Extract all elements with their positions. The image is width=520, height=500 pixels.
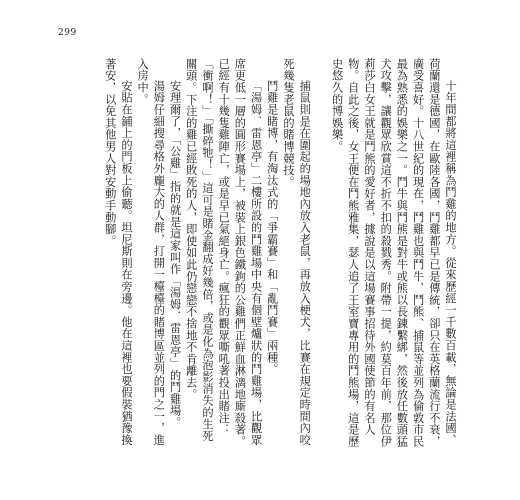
paragraph-2: 捕鼠則是在圍起的場地內放入老鼠，再放入梗犬，比賽在規定時間內咬死幾隻老鼠的賭博競技。 (281, 58, 312, 447)
paragraph-6: 湯姆仔細搜尋格外龐大的人群，打開一檯檯的賭博區並列的門之一，進入房中。 (136, 58, 166, 447)
paragraph-spacer (312, 58, 328, 450)
paragraph-4: 「湯姆．雷恩亭」二樓所設的鬥雞場中央有個壁爐狀的鬥雞場，比觀眾席更低一層的圓形賽場上，被裝上銀色鐵鉤的公雞們正鮮血淋漓地廝殺著。已經有十幾隻雞陣亡，或是早已氣絕身亡。瘋狂的觀眾嘶吼著投出賭注：「衝啊！」「撕碎牠！」這可是賭金翻成好幾倍，或是化為泡影消失的生死關頭。下注的雞已經敗死的人，即使如此仍戀戀不捨地不肯離去。 (184, 58, 263, 448)
page-number: 299 (58, 28, 77, 38)
paragraph-7: 安貼在鋪上的門板上偷聽。坦尼斯則在旁邊。他在這裡也要假裝猶豫換著安，以免其他男人對安動手動腳。 (103, 58, 133, 447)
body-text (102, 58, 458, 450)
paragraph-3: 鬥雞是睹博，有淘汰式的「爭霸賽」和「亂鬥賽」兩種。 (265, 80, 279, 376)
paragraph-1: 十年間都將這裡稱為鬥雞的地方。從來歷經一千數百載，無論是法國、荷蘭還是德國，在歐陸各國，鬥雞都早已是傳統，卻只在英格蘭流行不衰，廣受喜好。十八世紀的現在，鬥雞也與鬥牛、鬥熊、捕鼠等並列為倫敦市民最為熟悉的娛樂之一。鬥牛與鬥熊是對牛或熊以長鍊繫綁，然後放任數頭猛犬攻擊，讓觀眾欣賞這不折不扣的殺戮秀。附帶一提，約莫百年前，那位伊莉莎白女王就是鬥熊的愛好者，據說是以這場賽事招待外國使節的有名人物。自此之後，女王便在鬥熊雅集，瑟人追了王室寶專用的鬥熊場，這是歷史悠久的博娛樂。 (330, 58, 457, 448)
paragraph-5: 安理爾了，「公雞」指的就是這家叫作「湯姆．雷恩亭」的鬥雞場。 (168, 80, 182, 429)
